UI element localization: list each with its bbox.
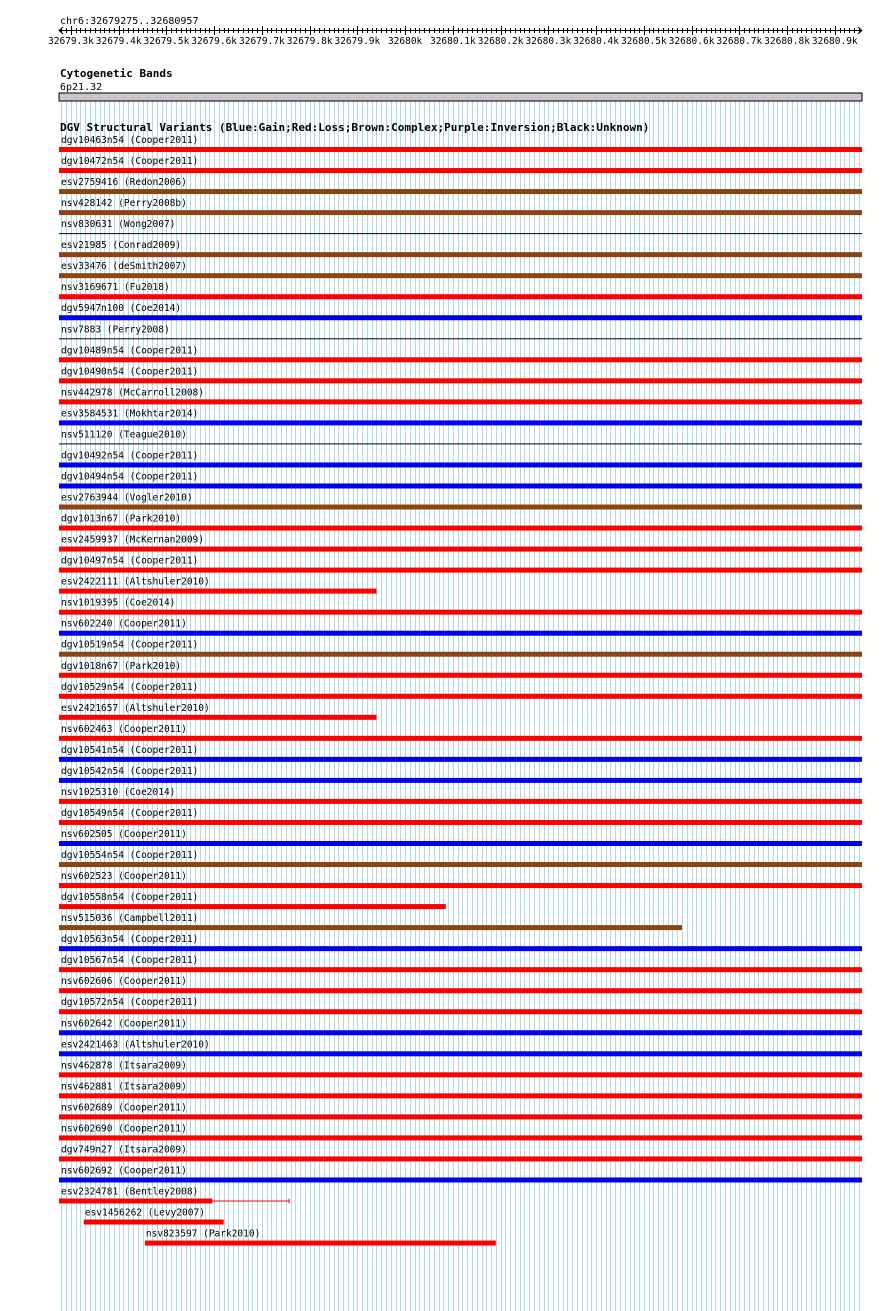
variant-bar[interactable]: [59, 610, 862, 615]
variant-bar[interactable]: [59, 147, 862, 152]
ruler-tick-label: 32680.8k: [764, 36, 810, 47]
variant-label[interactable]: nsv462878 (Itsara2009): [61, 1060, 187, 1072]
variant-bar[interactable]: [59, 378, 862, 383]
ruler-tick-label: 32680.4k: [573, 36, 619, 47]
ruler-tick-label: 32680.2k: [477, 36, 524, 47]
variant-label[interactable]: nsv511120 (Teague2010): [61, 429, 187, 441]
variant-label[interactable]: dgv10554n54 (Cooper2011): [61, 850, 199, 862]
variant-bar[interactable]: [59, 1072, 862, 1077]
variant-label[interactable]: nsv602240 (Cooper2011): [61, 618, 187, 630]
ruler-tick-label: 32680k: [387, 36, 423, 47]
variant-label[interactable]: nsv602689 (Cooper2011): [61, 1102, 187, 1114]
variant-label[interactable]: nsv602642 (Cooper2011): [61, 1018, 187, 1030]
cyto-band-bar[interactable]: [59, 93, 862, 101]
variant-bar[interactable]: [59, 338, 862, 339]
dgv-track-title: DGV Structural Variants (Blue:Gain;Red:Loss;Brown:Complex;Purple:Inversion;Black:Unknown): [60, 121, 650, 134]
variant-label[interactable]: dgv10572n54 (Cooper2011): [61, 997, 199, 1009]
variant-bar[interactable]: [59, 757, 862, 762]
variant-label[interactable]: dgv10567n54 (Cooper2011): [61, 955, 199, 967]
variant-bar[interactable]: [59, 988, 862, 993]
variant-label[interactable]: dgv10472n54 (Cooper2011): [61, 156, 199, 168]
variant-bar[interactable]: [59, 799, 862, 804]
variant-label[interactable]: esv2422111 (Altshuler2010): [61, 576, 210, 588]
cyto-title: Cytogenetic Bands: [60, 67, 173, 80]
ruler-tick-label: 32679.9k: [334, 36, 381, 47]
variant-label[interactable]: esv2421463 (Altshuler2010): [61, 1039, 210, 1051]
variant-label[interactable]: dgv10490n54 (Cooper2011): [61, 366, 199, 378]
variant-bar[interactable]: [145, 1241, 496, 1246]
variant-label[interactable]: nsv602463 (Cooper2011): [61, 723, 187, 735]
variant-label[interactable]: nsv602505 (Cooper2011): [61, 828, 187, 840]
variant-row[interactable]: [84, 1208, 224, 1225]
variant-label[interactable]: dgv10541n54 (Cooper2011): [61, 744, 199, 756]
variant-label[interactable]: nsv7883 (Perry2008): [61, 324, 170, 336]
variant-label[interactable]: nsv1019395 (Coe2014): [61, 597, 176, 609]
variant-bar[interactable]: [59, 841, 862, 846]
ruler-tick-label: 32679.7k: [239, 36, 285, 47]
variant-label[interactable]: nsv428142 (Perry2008b): [61, 198, 187, 210]
variant-bar[interactable]: [59, 883, 862, 888]
variant-bar[interactable]: [59, 589, 376, 594]
variant-bar[interactable]: [59, 967, 862, 972]
variant-bar[interactable]: [59, 778, 862, 783]
variant-label[interactable]: esv1456262 (Levy2007): [84, 1207, 205, 1219]
ruler-tick-label: 32680.6k: [668, 36, 715, 47]
variant-bar[interactable]: [59, 1156, 862, 1161]
variant-label[interactable]: dgv10494n54 (Cooper2011): [61, 471, 199, 483]
ruler-tick-label: 32679.5k: [143, 36, 190, 47]
variant-label[interactable]: nsv602523 (Cooper2011): [61, 871, 187, 883]
variant-label[interactable]: nsv602606 (Cooper2011): [61, 976, 187, 988]
variant-label[interactable]: nsv830631 (Wong2007): [61, 219, 176, 231]
variant-label[interactable]: nsv602690 (Cooper2011): [61, 1123, 187, 1135]
ruler-tick-label: 32679.8k: [286, 36, 333, 47]
variant-label[interactable]: dgv10519n54 (Cooper2011): [61, 639, 199, 651]
variant-bar[interactable]: [59, 568, 862, 573]
variant-label[interactable]: dgv1018n67 (Park2010): [61, 660, 182, 672]
variant-bar[interactable]: [59, 715, 376, 720]
variant-label[interactable]: dgv5947n100 (Coe2014): [61, 303, 182, 315]
variant-bar[interactable]: [59, 168, 862, 173]
variant-bar[interactable]: [59, 505, 862, 510]
variant-bar[interactable]: [59, 210, 862, 215]
locus-label: chr6:32679275..32680957: [60, 16, 199, 27]
variant-bar[interactable]: [59, 652, 862, 657]
variant-label[interactable]: dgv10463n54 (Cooper2011): [61, 135, 199, 146]
variant-bar[interactable]: [59, 673, 862, 678]
variant-label[interactable]: esv2421657 (Altshuler2010): [61, 702, 210, 714]
variant-bar[interactable]: [59, 443, 862, 444]
variant-bar[interactable]: [59, 946, 862, 951]
variant-bar-core: [69, 1200, 212, 1203]
variant-bar[interactable]: [59, 294, 862, 299]
variant-label[interactable]: nsv3169671 (Fu2018): [61, 282, 170, 294]
variant-label[interactable]: esv2459937 (McKernan2009): [61, 534, 204, 546]
variant-bar[interactable]: [59, 631, 862, 636]
variant-bar[interactable]: [59, 1114, 862, 1119]
variant-bar[interactable]: [59, 1009, 862, 1014]
variant-bar[interactable]: [59, 1093, 862, 1098]
variant-bar[interactable]: [59, 189, 862, 194]
ruler-tick-label: 32680.9k: [811, 36, 858, 47]
variant-label[interactable]: dgv10489n54 (Cooper2011): [61, 345, 199, 357]
variant-label[interactable]: dgv10549n54 (Cooper2011): [61, 807, 199, 819]
variant-bar[interactable]: [59, 862, 862, 867]
variant-label[interactable]: esv3584531 (Mokhtar2014): [61, 408, 199, 420]
variant-label[interactable]: dgv10492n54 (Cooper2011): [61, 450, 199, 462]
variant-bar[interactable]: [59, 483, 862, 488]
variant-bar[interactable]: [59, 420, 862, 425]
cyto-band-label: 6p21.32: [60, 82, 103, 93]
variant-bar[interactable]: [59, 357, 862, 362]
variant-label[interactable]: dgv1013n67 (Park2010): [61, 513, 182, 525]
variant-label[interactable]: esv33476 (deSmith2007): [61, 261, 187, 273]
variant-label[interactable]: dgv10497n54 (Cooper2011): [61, 555, 199, 567]
variant-bar[interactable]: [59, 399, 862, 404]
ruler-tick-label: 32679.6k: [191, 36, 238, 47]
ruler-tick-label: 32680.5k: [620, 36, 667, 47]
variant-label[interactable]: dgv10563n54 (Cooper2011): [61, 934, 199, 946]
variant-bar[interactable]: [59, 526, 862, 531]
variant-bar[interactable]: [59, 315, 862, 320]
variant-label[interactable]: dgv10529n54 (Cooper2011): [61, 681, 199, 693]
ruler-tick-label: 32679.3k: [48, 36, 94, 47]
variant-label[interactable]: nsv462881 (Itsara2009): [61, 1081, 187, 1093]
ruler-tick-label: 32680.7k: [716, 36, 763, 47]
ruler-tick-label: 32680.1k: [429, 36, 476, 47]
variant-bar[interactable]: [59, 233, 862, 234]
variant-bar[interactable]: [59, 904, 446, 909]
variant-label[interactable]: nsv515036 (Campbell2011): [61, 913, 199, 925]
variant-bar[interactable]: [59, 1135, 862, 1140]
variant-bar[interactable]: [59, 252, 862, 257]
variant-bar[interactable]: [59, 273, 862, 278]
variant-label[interactable]: esv2759416 (Redon2006): [61, 177, 187, 189]
variant-bar[interactable]: [59, 1177, 862, 1182]
variant-bar[interactable]: [59, 462, 862, 467]
ruler-tick-label: 32679.4k: [95, 36, 142, 47]
variant-label[interactable]: esv2763944 (Vogler2010): [61, 492, 193, 504]
variant-bar[interactable]: [59, 1030, 862, 1035]
variant-label[interactable]: nsv1025310 (Coe2014): [61, 786, 176, 798]
variant-bar[interactable]: [59, 736, 862, 741]
ruler-tick-label: 32680.3k: [525, 36, 572, 47]
variant-label[interactable]: dgv749n27 (Itsara2009): [61, 1144, 187, 1156]
variant-bar[interactable]: [59, 547, 862, 552]
variant-bar[interactable]: [59, 820, 862, 825]
variant-bar[interactable]: [59, 925, 682, 930]
variant-label[interactable]: esv21985 (Conrad2009): [61, 240, 182, 252]
variant-label[interactable]: dgv10542n54 (Cooper2011): [61, 765, 199, 777]
variant-label[interactable]: nsv442978 (McCarroll2008): [61, 387, 204, 399]
variant-label[interactable]: dgv10558n54 (Cooper2011): [61, 892, 199, 904]
variant-bar[interactable]: [59, 694, 862, 699]
variant-bar[interactable]: [59, 1051, 862, 1056]
variant-label[interactable]: nsv602692 (Cooper2011): [61, 1165, 187, 1177]
variant-label[interactable]: nsv823597 (Park2010): [145, 1228, 261, 1240]
variant-label[interactable]: esv2324781 (Bentley2008): [61, 1186, 199, 1198]
variant-bar[interactable]: [84, 1220, 224, 1225]
